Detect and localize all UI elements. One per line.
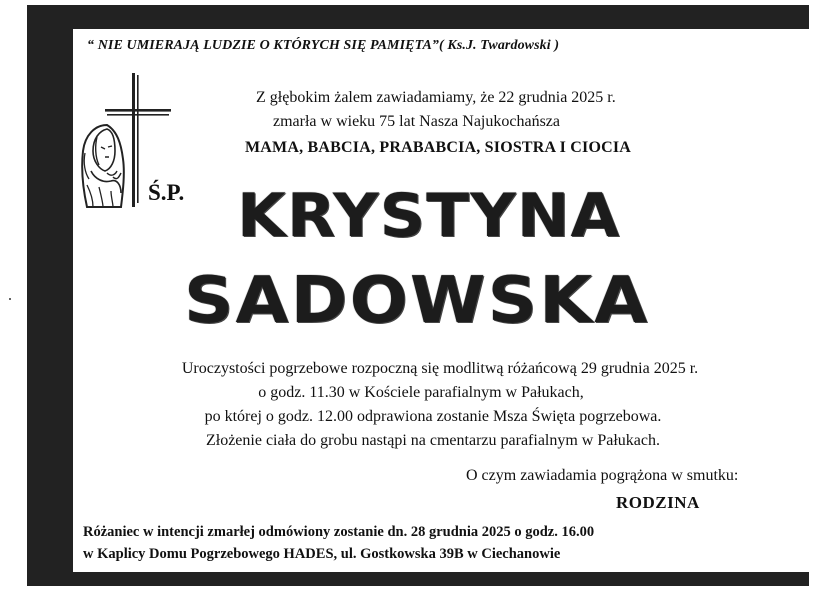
ceremony-line-3: po której o godz. 12.00 odprawiona zostanie Msza Święta pogrzebowa.	[204, 408, 662, 425]
motto-quote: “ NIE UMIERAJĄ LUDZIE O KTÓRYCH SIĘ PAMIĘTA”( Ks.J. Twardowski )	[87, 38, 560, 53]
obituary-card	[73, 29, 817, 572]
intro-line-2: zmarła w wieku 75 lat Nasza Najukochańsza	[273, 113, 560, 130]
closing-line: O czym zawiadamia pogrążona w smutku:	[466, 467, 739, 484]
black-border-frame	[27, 5, 809, 586]
rosary-line-2: w Kaplicy Domu Pogrzebowego HADES, ul. Gostkowska 39B w Ciechanowie	[83, 546, 561, 562]
rosary-line-1: Różaniec w intencji zmarłej odmówiony zostanie dn. 28 grudnia 2025 o godz. 16.00	[83, 524, 595, 540]
scan-speck	[9, 298, 11, 300]
ceremony-line-4: Złożenie ciała do grobu nastąpi na cmentarzu parafialnym w Pałukach.	[205, 432, 661, 449]
ceremony-line-2: o godz. 11.30 w Kościele parafialnym w Pałukach,	[258, 384, 584, 401]
family-signature: RODZINA	[616, 493, 700, 512]
deceased-first-name: KRYSTYNA	[237, 181, 621, 251]
intro-line-1: Z głębokim żalem zawiadamiamy, że 22 grudnia 2025 r.	[256, 89, 616, 106]
deceased-last-name: SADOWSKA	[184, 264, 650, 338]
relations-line: MAMA, BABCIA, PRABABCIA, SIOSTRA I CIOCIA	[245, 139, 632, 156]
ceremony-line-1: Uroczystości pogrzebowe rozpoczną się modlitwą różańcową 29 grudnia 2025 r.	[181, 360, 699, 377]
honorific-sp: Ś.P.	[148, 180, 185, 205]
